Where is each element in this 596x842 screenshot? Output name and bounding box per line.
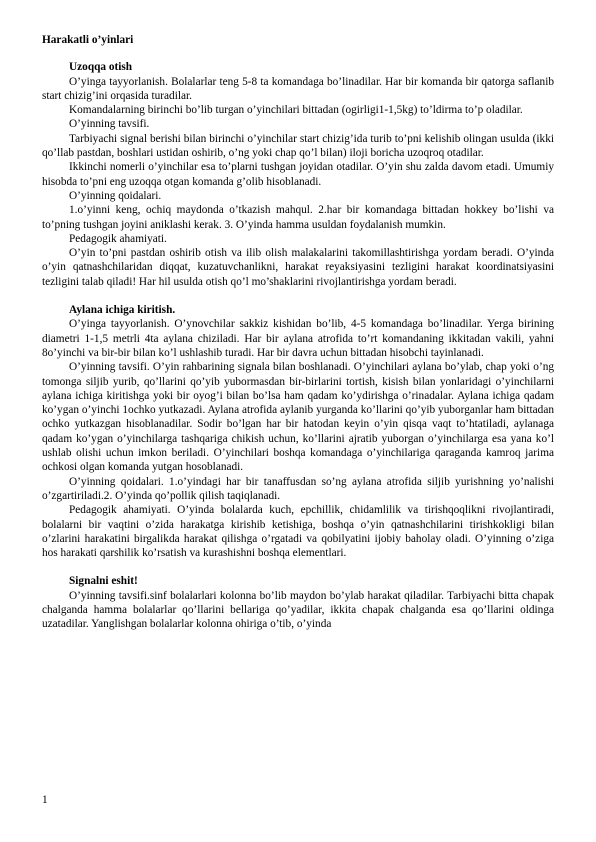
- section-uzoqqa-otish: [42, 60, 554, 289]
- paragraph: O’yinga tayyorlanish. O’ynovchilar sakkiz kishidan bo’lib, 4-5 komandaga bo’linadilar. Yerga birining diametri 1-1,5 metrli 4ta aylana chiziladi. Har bir aylana atrofida to’rt komandaning ikkitadan vakili, yahni 8o’yinchi va bir-bir bilan ko’l ushlashib turadi. Har bir davra uchun bittadan hisobchi tayinlanadi.: [42, 318, 554, 359]
- section-title: Aylana ichiga kiritish.: [69, 304, 176, 317]
- page-number: 1: [42, 794, 48, 806]
- paragraph: 1.o’yinni keng, ochiq maydonda o’tkazish mahqul. 2.har bir komandaga bittadan hokkey bo’lishi va to’pning tushgan joyini aniklashi kerak. 3. O’yinda hamma usuldan foydalanish mumkin.: [42, 204, 554, 231]
- section-aylana-ichiga-kiritish: [42, 303, 554, 560]
- paragraph: O’yin to’pni pastdan oshirib otish va ilib olish malakalarini takomillashtirishga yordam beradi. O’yinda o’yin qatnashchilaridan diqqat, kuzatuvchanlikni, harakat reyaksiyasini tezligini harakat koordinatsiyasini tezligini talab qiladi! Har hil usulda otish qo’l mo’shaklarini rivojlantirishga yordam beradi.: [42, 247, 554, 288]
- paragraph: O’yinning qoidalari.: [69, 189, 162, 202]
- paragraph: O’yinning tavsifi. O’yin rahbarining signala bilan boshlanadi. O’yinchilari aylana bo’ylab, chap yoki o’ng tomonga siljib yurib, qo’llarini qo’yib yubormasdan bir-birlarini tortish, kisish bilan yonlaridagi o’yinchilarni aylana ichiga kiritishga yoki bir oyog’i bilan bo’lsa ham qadam ko’ydirishga o’rinadalar. Aylana ichiga qadam ko’ygan o’yinchi 1ochko yutkazadi. Aylana atrofida aylanib yurganda ko’llarini qo’yib yuborganlar ham bittadan ochko yutkazgan hisoblanadilar. Sodir bo’lgan har bir hatodan keyin o’yin qisqa vaqt to’htatiladi, aylanaga qadam ko’ygan o’yinchilarga tashqariga chikish uchun, ko’llarini ajratib yuborgan o’yinchilarga esa yana ko’l ushlab olishi uchun imkon beriladi. O’yinchilari boshqa komandaga o’yinchilariga qaraganda kamroq jarima ochkosi olgan komanda yutgan hosoblanadi.: [42, 361, 554, 474]
- paragraph: Tarbiyachi signal berishi bilan birinchi o’yinchilar start chizig’ida turib to’pni kelishib olingan usulda (ikki qo’llab pastdan, boshlari ustidan oshirib, o’ng yoki chap qo’l bilan) iloji boricha uzoqroq otadilar.: [42, 132, 554, 160]
- paragraph: Ikkinchi nomerli o’yinchilar esa to’plarni tushgan joyidan otadilar. O’yin shu zalda davom etadi. Umumiy hisobda to’pni eng uzoqqa otgan komanda g’olib hisoblanadi.: [42, 161, 554, 188]
- paragraph: Pedagogik ahamiyati. O’yinda bolalarda kuch, epchillik, chidamlilik va tirishqoqlikni rivojlantiradi, bolalarni bir vaqtini o’zida harakatga kirishib ketishiga, boshqa o’yin qatnashchilarini tirishkokligi bilan o’zlarini harakatini birgalikda harakat qilishga o’rgatadi va qobilyatini ijobiy baholay oladi. O’yinning o’ziga hos harakati qarshilik ko’rsatish va kurashishni boshqa elementlari.: [42, 504, 554, 560]
- section-signalni-eshit: [42, 574, 554, 631]
- paragraph: O’yinning qoidalari. 1.o’yindagi har bir tanaffusdan so’ng aylana atrofida siljib yurishning yo’nalishi o’zgartiriladi.2. O’yinda qo’pollik qilish taqiqlanadi.: [42, 475, 554, 502]
- paragraph: O’yinning tavsifi.sinf bolalarlari kolonna bo’lib maydon bo’ylab harakat qiladilar. Tarbiyachi bitta chapak chalganda hamma bolalarlar qo’llarini bellariga qo’yadilar, ikkita chapak chalganda esa qo’llarini oldinga uzatadilar. Yanglishgan bolalarlar kolonna ohiriga o’tib, o’yinda: [42, 589, 554, 631]
- paragraph: O’yinning tavsifi.: [69, 118, 150, 131]
- section-title: Signalni eshit!: [69, 575, 138, 588]
- paragraph: Pedagogik ahamiyati.: [69, 232, 167, 245]
- paragraph: O’yinga tayyorlanish. Bolalarlar teng 5-8 ta komandaga bo’linadilar. Har bir komanda bir qatorga saflanib start chizig’ini orqasida turadilar.: [42, 75, 554, 102]
- document-title: Harakatli o’yinlari: [42, 34, 134, 46]
- paragraph: Komandalarning birinchi bo’lib turgan o’yinchilari bittadan (ogirligi1-1,5kg) to’ldirma to’p oladilar.: [69, 104, 523, 117]
- section-title: Uzoqqa otish: [69, 61, 133, 74]
- page-content: [42, 33, 554, 632]
